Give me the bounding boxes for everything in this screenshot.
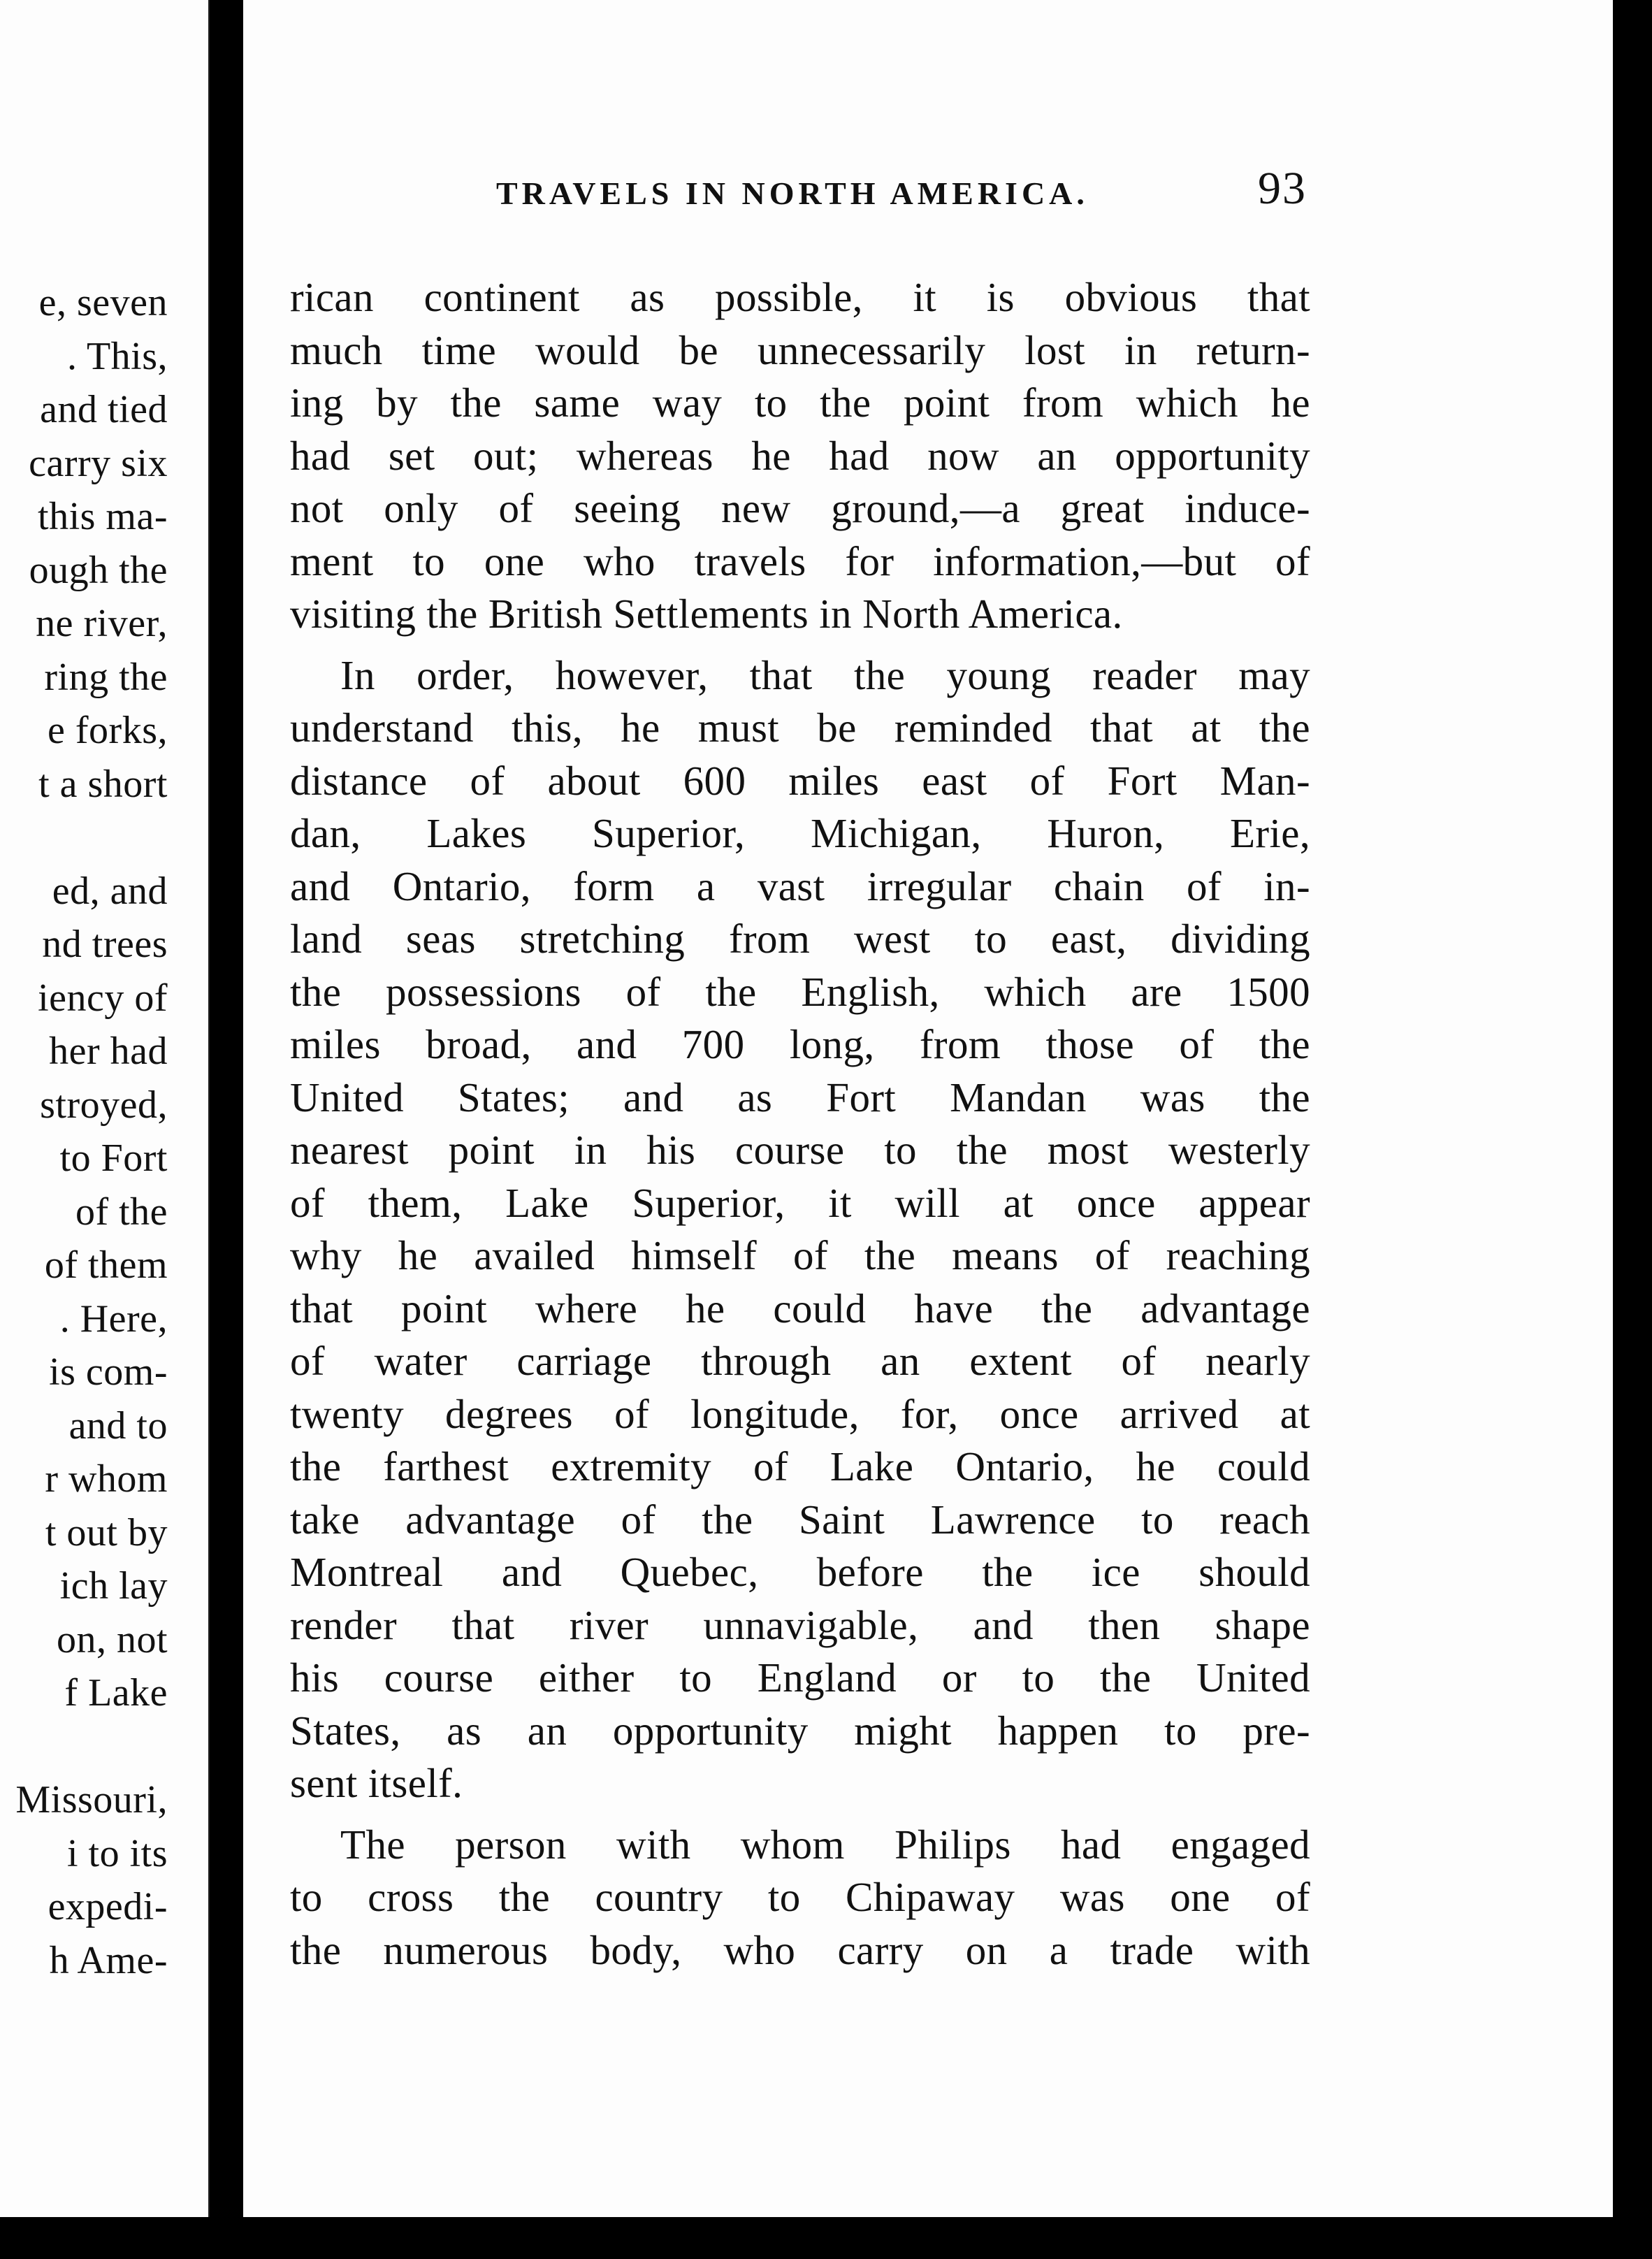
- paragraph-gap: [290, 1810, 1310, 1819]
- left-page: [0, 0, 211, 2259]
- left-page-text: [0, 276, 168, 1987]
- running-head-title: TRAVELS IN NORTH AMERICA.: [496, 175, 1089, 211]
- left-page-line: ich lay: [59, 1564, 168, 1608]
- text-line: visiting the British Settlements in North America.: [290, 591, 1123, 637]
- paragraph-gap: [290, 641, 1310, 649]
- left-page-line: . This,: [66, 334, 168, 378]
- text-line: ing by the same way to the point from which he: [290, 380, 1310, 426]
- text-line: sent itself.: [290, 1760, 463, 1806]
- left-page-line: e, seven: [38, 281, 168, 324]
- text-line: not only of seeing new ground,—a great induce-: [290, 485, 1310, 531]
- left-page-line: i to its: [66, 1831, 168, 1875]
- text-line: The person with whom Philips had engaged: [340, 1821, 1310, 1868]
- text-line: render that river unnavigable, and then shape: [290, 1601, 1310, 1648]
- text-line: twenty degrees of longitude, for, once arrived at: [290, 1390, 1310, 1437]
- text-line: and Ontario, form a vast irregular chain of in-: [290, 863, 1310, 909]
- text-line: the farthest extremity of Lake Ontario, he could: [290, 1443, 1310, 1489]
- text-line: of them, Lake Superior, it will at once appear: [290, 1179, 1310, 1226]
- text-line: understand this, he must be reminded that at the: [290, 705, 1310, 751]
- left-page-line: her had: [49, 1030, 168, 1073]
- left-page-line: expedi-: [48, 1885, 168, 1928]
- text-line: ment to one who travels for information,—but of: [290, 537, 1310, 584]
- text-line: take advantage of the Saint Lawrence to reach: [290, 1496, 1310, 1543]
- left-page-line: stroyed,: [40, 1083, 168, 1127]
- left-page-line: t a short: [38, 762, 168, 806]
- text-line: States, as an opportunity might happen to pre-: [290, 1707, 1310, 1754]
- text-line: the possessions of the English, which are 1500: [290, 968, 1310, 1015]
- text-line: had set out; whereas he had now an opportunity: [290, 432, 1310, 479]
- left-page-line: e forks,: [48, 709, 168, 752]
- text-line: that point where he could have the advantage: [290, 1285, 1310, 1331]
- left-page-line: is com-: [49, 1350, 168, 1394]
- body-text: [290, 271, 1310, 1977]
- book-gutter: [210, 0, 243, 2259]
- left-page-line: of them: [44, 1243, 168, 1287]
- text-line: rican continent as possible, it is obvious that: [290, 274, 1310, 320]
- text-line: miles broad, and 700 long, from those of the: [290, 1021, 1310, 1067]
- page-number: 93: [1258, 163, 1307, 214]
- left-page-line: t out by: [45, 1510, 168, 1554]
- text-line: to cross the country to Chipaway was one of: [290, 1874, 1310, 1920]
- left-page-line: . Here,: [59, 1297, 168, 1341]
- left-page-line: this ma-: [38, 495, 168, 538]
- text-line: land seas stretching from west to east, dividing: [290, 916, 1310, 962]
- scan-bottom-border: [0, 2217, 1652, 2259]
- left-page-line: ough the: [29, 548, 168, 592]
- left-page-line: r whom: [45, 1457, 168, 1501]
- left-page-line: ring the: [44, 655, 168, 699]
- text-line: distance of about 600 miles east of Fort Man-: [290, 757, 1310, 804]
- text-line: the numerous body, who carry on a trade with: [290, 1926, 1310, 1973]
- left-page-line: ne river,: [36, 602, 168, 645]
- text-line: much time would be unnecessarily lost in return-: [290, 326, 1310, 373]
- left-page-line: on, not: [56, 1617, 168, 1661]
- text-line: United States; and as Fort Mandan was the: [290, 1074, 1310, 1120]
- left-page-line: nd trees: [42, 923, 168, 966]
- text-line: his course either to England or to the United: [290, 1654, 1310, 1701]
- text-line: dan, Lakes Superior, Michigan, Huron, Erie,: [290, 810, 1310, 856]
- left-page-line: ed, and: [52, 869, 168, 913]
- text-line: of water carriage through an extent of nearly: [290, 1338, 1310, 1384]
- left-page-line: carry six: [29, 441, 168, 485]
- text-line: nearest point in his course to the most westerly: [290, 1127, 1310, 1173]
- left-page-line: of the: [75, 1190, 168, 1234]
- text-line: why he availed himself of the means of reaching: [290, 1232, 1310, 1278]
- left-page-line: h Ame-: [49, 1938, 168, 1982]
- text-line: Montreal and Quebec, before the ice should: [290, 1549, 1310, 1595]
- left-page-line: to Fort: [59, 1136, 168, 1180]
- left-page-line: and to: [68, 1403, 168, 1448]
- text-line: In order, however, that the young reader may: [340, 651, 1310, 698]
- left-page-line: iency of: [38, 976, 168, 1020]
- left-page-line: [0, 1720, 168, 1774]
- left-page-line: f Lake: [64, 1671, 168, 1715]
- left-page-line: [0, 811, 168, 865]
- left-page-line: Missouri,: [15, 1778, 168, 1821]
- left-page-line: and tied: [40, 388, 168, 431]
